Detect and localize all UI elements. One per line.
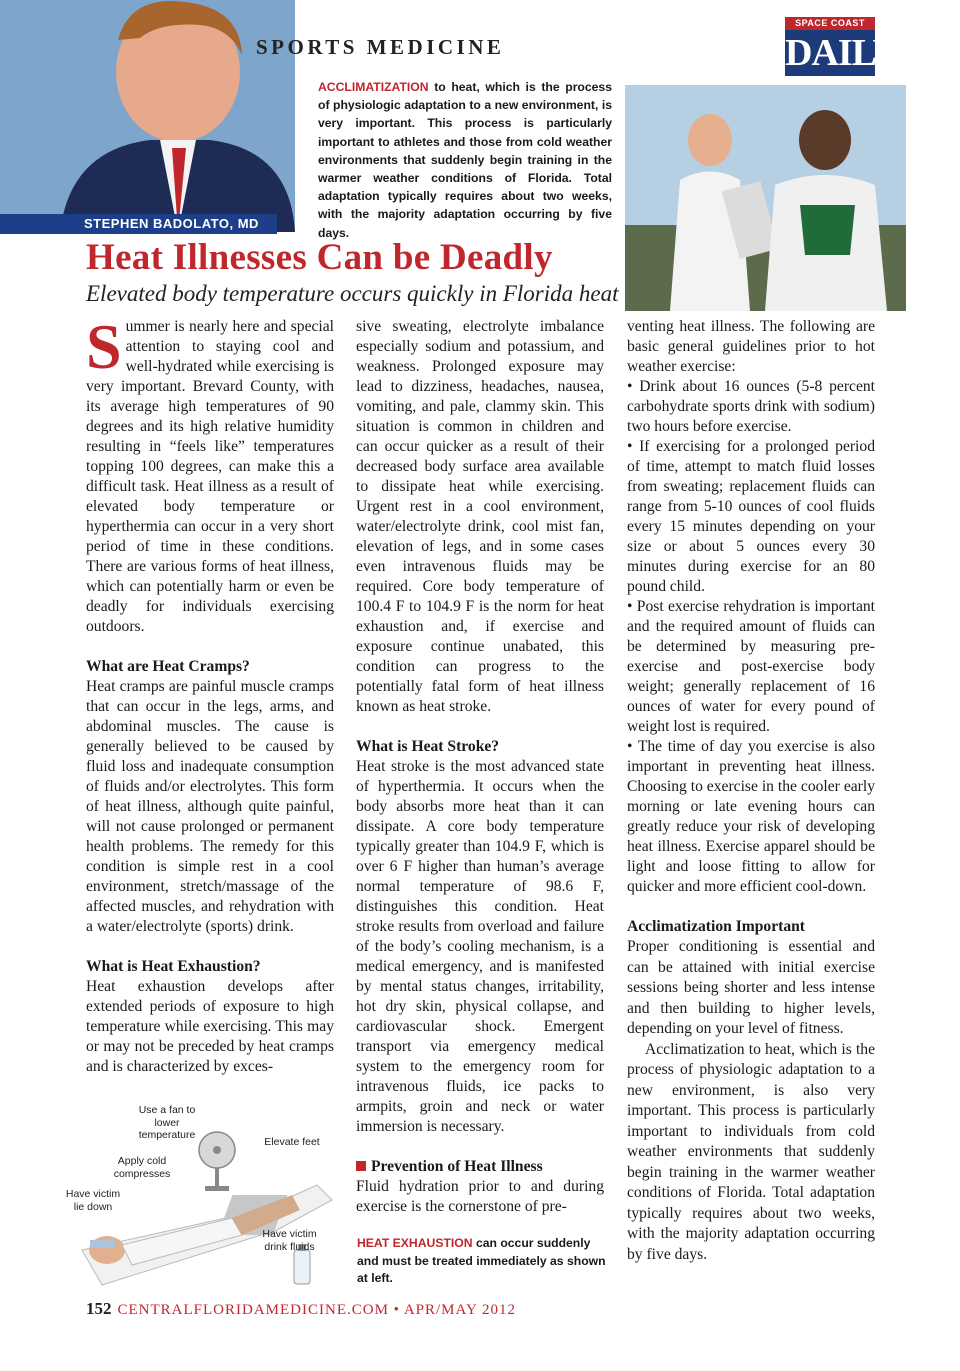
- bullet-item: • The time of day you exercise is also important in preventing heat illness. Choosing to exercise in the cooler early morning or late evening hours can greatly reduce your risk of developing heat illness. Exercise apparel should be light and loose fitting to allow for quicker and more efficient cool-down.: [627, 738, 875, 895]
- paragraph-intro: [86, 311, 334, 637]
- red-square-icon: [356, 1161, 366, 1171]
- paragraph-heat-exhaustion: Heat exhaustion develops after extended periods of exposure to high temperature while exercising. This may or may not be preceded by heat cramps and is characterized by exces-: [86, 978, 334, 1075]
- column-2: [356, 317, 604, 1217]
- heading-prevention-text: Prevention of Heat Illness: [371, 1158, 543, 1175]
- section-label: SPORTS MEDICINE: [256, 35, 505, 59]
- photo-caption: [357, 1235, 607, 1288]
- paragraph-acclimatization-1: Proper conditioning is essential and can be attained with initial exercise sessions being shorter and less intense and then building to higher levels, depending on your level of fitness.: [627, 938, 875, 1037]
- athlete-photo: [625, 85, 906, 311]
- heading-acclimatization: Acclimatization Important: [627, 918, 805, 935]
- label-elevate-feet: Elevate feet: [264, 1136, 320, 1148]
- author-byline: STEPHEN BADOLATO, MD: [0, 214, 277, 234]
- page-footer: [86, 1299, 516, 1319]
- bullet-item: • If exercising for a prolonged period of time, attempt to match fluid losses from sweating; replacement fluids can range from 5-10 ounces of cool fluids every 15 minutes depending on your size or about 5 ounces every 30 minutes during exercise for an 80 pound child.: [627, 438, 875, 595]
- paragraph-acclimatization-2: Acclimatization to heat, which is the process of physiologic adaptation to a new environment, is also very important. This process is particularly important to individuals from cold weather environments that suddenly begin training in the warmer weather conditions of Florida. Total adaptation typically requires about two weeks, with the majority adaptation occurring by five days.: [627, 1040, 875, 1263]
- heading-heat-exhaustion: What is Heat Exhaustion?: [86, 958, 261, 975]
- label-lie-down: Have victim lie down: [65, 1188, 121, 1213]
- fan-icon: [199, 1132, 235, 1191]
- logo-top-text: SPACE COAST: [785, 17, 875, 30]
- footer-text: CENTRALFLORIDAMEDICINE.COM • APR/MAY 2012: [117, 1302, 517, 1318]
- caption-text: can occur suddenly and must be treated immediately as shown at left.: [357, 1236, 606, 1285]
- intro-highlight: ACCLIMATIZATION: [318, 80, 429, 94]
- bullet-item: • Post exercise rehydration is important and the required amount of fluids can be determined by measuring pre-exercise and post-exercise body weight; generally replacement of 16 ounces of water for every pound of weight lost is required.: [627, 598, 875, 735]
- paragraph-heat-stroke: Heat stroke is the most advanced state of hyperthermia. It occurs when the body absorbs more heat than it can dissipate. A core body temperature typically greater than 104.9 F, which is over 6 F higher than human’s average normal temperature of 98.6 F, distinguishes this condition. Heat stroke results from overload and failure of the body’s cooling mechanism, is a medical emergency, and is manifested by mental status changes, irritability, hot dry skin, physical collapse, and cardiovascular shock. Emergent transport via emergency medical system to the emergency room for intravenous fluids, ice packs to armpits, groin and neck or water immersion is necessary.: [356, 758, 604, 1135]
- heading-prevention: [356, 1157, 604, 1177]
- paragraph-prevention: Fluid hydration prior to and during exercise is the cornerstone of pre-: [356, 1178, 604, 1215]
- page-number: 152: [86, 1299, 112, 1318]
- heading-heat-stroke: What is Heat Stroke?: [356, 738, 500, 755]
- paragraph-prevention-cont: venting heat illness. The following are basic general guidelines prior to hot weather exercise:: [627, 318, 875, 375]
- article-headline: Heat Illnesses Can be Deadly: [86, 237, 553, 278]
- drop-cap: S: [86, 311, 122, 382]
- heat-exhaustion-illustration: [62, 1100, 337, 1300]
- label-cold-compress: Apply cold compresses: [113, 1155, 171, 1180]
- column-3: [627, 317, 875, 1265]
- article-subheadline: Elevated body temperature occurs quickly in Florida heat: [86, 281, 619, 306]
- column-1: [86, 311, 334, 1077]
- author-photo: [0, 0, 295, 232]
- paragraph-heat-exhaustion-cont: sive sweating, electrolyte imbalance especially sodium and potassium, and weakness. Prolonged exposure may lead to dizziness, headaches, nausea, vomiting, and pale, clammy skin. This situation is common in children and can occur quicker as a result of their decreased body surface area available to dissipate heat while exercising. Urgent rest in a cool environment, water/electrolyte drink, cool mist fan, elevation of legs, and in some cases even intravenous fluids may be required. Core body temperature of 100.4 F to 104.9 F is the norm for heat exhaustion and, if exercise and exposure continue unabated, this condition can progress to the potentially fatal form of heat illness known as heat stroke.: [356, 318, 604, 715]
- label-use-fan: Use a fan to lower temperature: [138, 1104, 196, 1141]
- label-drink-fluids: Have victim drink fluids: [262, 1228, 317, 1253]
- bullet-item: • Drink about 16 ounces (5-8 percent carbohydrate sports drink with sodium) two hours before exercise.: [627, 378, 875, 435]
- paragraph-heat-cramps: Heat cramps are painful muscle cramps that can occur in the legs, arms, and abdominal muscles. The cause is generally believed to be caused by fluid loss and inadequate consumption of fluids and/or electrolytes. This form of heat illness, although quite painful, will not cause prolonged or permanent health problems. The remedy for this condition is simple rest in a cool environment, stretch/massage of the affected muscles, and rehydration with a water/electrolyte (sports) drink.: [86, 678, 334, 935]
- intro-text: to heat, which is the process of physiologic adaptation to a new environment, is very important. This process is particularly important to athletes and those from cold weather environments that suddenly begin training in the warmer weather conditions of Florida. Total adaptation typically requires about two weeks, with the majority adaptation occurring by five days.: [318, 80, 612, 240]
- paragraph-intro-text: ummer is nearly here and special attention to staying cool and well-hydrated while exercising is very important. Brevard County, with its average high temperatures of 90 degrees and its high relative humidity resulting in “feels like” temperatures topping 100 degrees, can make this a difficult task. Heat illness as a result of elevated body temperature or hyperthermia can occur in a very short period of time in these conditions. There are various forms of heat illness, which can potentially harm or even be deadly for individuals exercising outdoors.: [86, 318, 334, 635]
- logo-main-text: DAILY: [785, 32, 899, 74]
- caption-highlight: HEAT EXHAUSTION: [357, 1236, 473, 1250]
- intro-pullquote: [318, 78, 612, 242]
- publication-logo: [785, 17, 899, 77]
- heading-heat-cramps: What are Heat Cramps?: [86, 658, 250, 675]
